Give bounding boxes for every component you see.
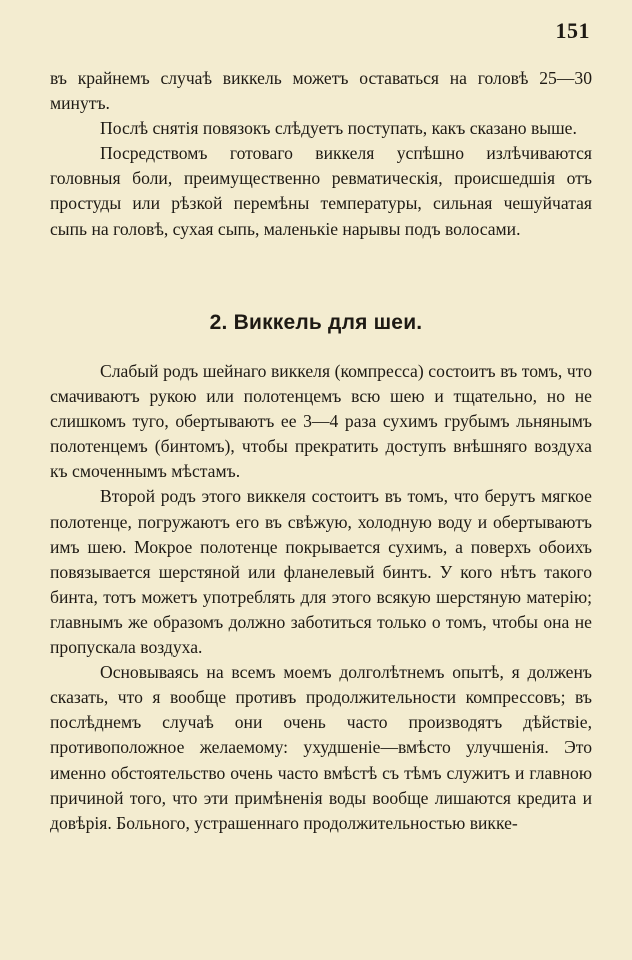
bottom-text-block [50, 359, 592, 836]
paragraph-after-removal: Послѣ снятія повязокъ слѣдуетъ поступать, какъ сказано выше. [100, 118, 577, 139]
page-number: 151 [555, 18, 590, 43]
paragraph-experience: Основываясь на всемъ моемъ долголѣтнемъ опытѣ, я долженъ сказать, что я вообще противъ продолжительности компрессовъ; въ послѣднемъ случаѣ они очень часто производятъ дѣйствіе, противоположное желаемому: ухудшеніе—вмѣсто улучшенія. Это именно обстоятельство очень часто вмѣстѣ съ тѣмъ служитъ и главною причиной того, что эти примѣненія воды вообще лишаются кредита и довѣрія. Больного, устрашеннаго продолжительностью викке- [50, 662, 592, 833]
paragraph-weak-neck-wrap: Слабый родъ шейнаго виккеля (компресса) состоитъ въ томъ, что смачиваютъ рукою или полотенцемъ всю шею и тщательно, но не слишкомъ туго, обертываютъ ее 3—4 раза сухимъ грубымъ льнянымъ полотенцемъ (бинтомъ), чтобы прекратить доступъ внѣшняго воздуха къ смоченнымъ мѣстамъ. [50, 361, 592, 482]
paragraph-continuation: въ крайнемъ случаѣ виккель можетъ оставаться на головѣ 25—30 минутъ. [50, 68, 592, 114]
top-text-block [50, 66, 592, 242]
paragraph-head-wrap-benefits: Посредствомъ готоваго виккеля успѣшно излѣчиваются головныя боли, преимущественно ревматическія, происшедшія отъ простуды или рѣзкой перемѣны температуры, сильная чешуйчатая сыпь на головѣ, сухая сыпь, маленькіе нарывы подъ волосами. [50, 143, 592, 239]
section-heading: 2. Виккель для шеи. [209, 311, 423, 334]
paragraph-second-neck-wrap: Второй родъ этого виккеля состоитъ въ томъ, что берутъ мягкое полотенце, погружаютъ его въ свѣжую, холодную воду и обертываютъ имъ шею. Мокрое полотенце покрывается сухимъ, а поверхъ обоихъ повязывается шерстяной или фланелевый бинтъ. У кого нѣтъ такого бинта, тотъ можетъ употреблять для этого всякую шерстяную матерію; главнымъ же образомъ должно заботиться только о томъ, чтобы она не пропускала воздуха. [50, 486, 592, 658]
